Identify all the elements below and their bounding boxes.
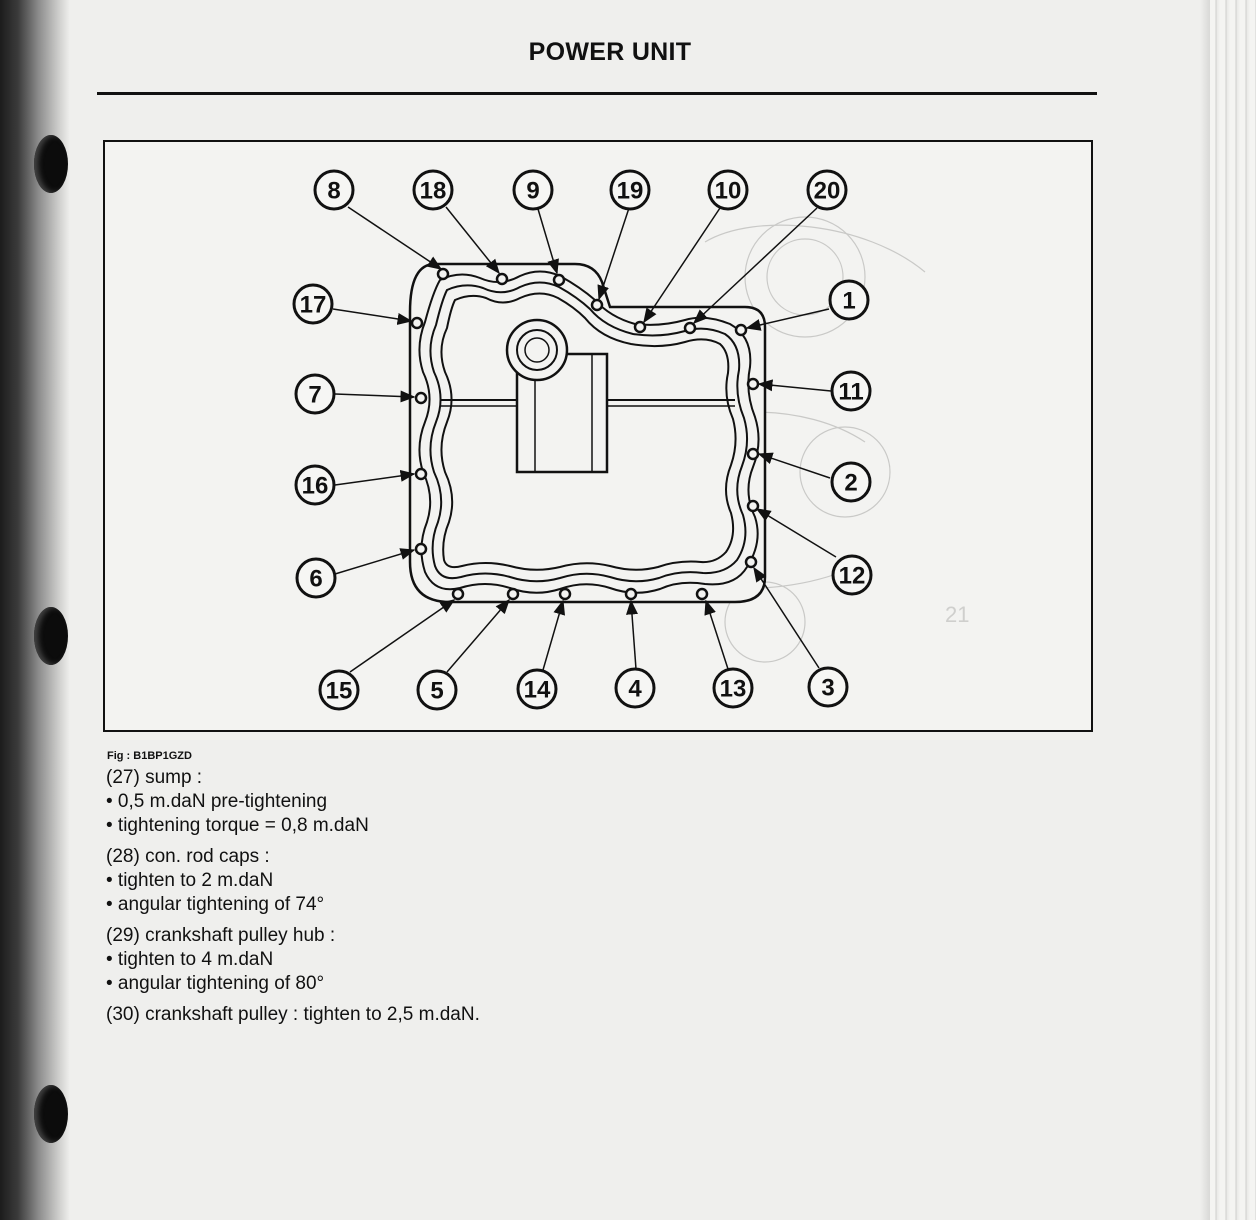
callout-16 xyxy=(296,466,334,504)
binder-hole-middle xyxy=(34,607,68,665)
note-item: • tightening torque = 0,8 m.daN xyxy=(106,815,369,836)
binder-hole-top xyxy=(34,135,68,193)
page-edge-shadow xyxy=(1200,0,1210,1220)
callout-8 xyxy=(315,171,353,209)
callout-15-label: 15 xyxy=(325,677,353,705)
note-crankshaft-pulley-hub xyxy=(106,924,480,996)
callout-2-label: 2 xyxy=(844,469,858,497)
note-sump xyxy=(106,766,480,838)
callout-6-label: 6 xyxy=(309,565,323,593)
callout-13 xyxy=(714,669,752,707)
note-heading: (28) con. rod caps : xyxy=(106,846,270,867)
callout-10-label: 10 xyxy=(714,177,742,205)
callout-4-label: 4 xyxy=(628,675,642,703)
page-edges xyxy=(1210,0,1256,1220)
note-heading: (29) crankshaft pulley hub : xyxy=(106,925,336,946)
callout-17-label: 17 xyxy=(299,291,327,319)
callout-7 xyxy=(296,375,334,413)
torque-notes xyxy=(106,766,480,1034)
callout-3 xyxy=(809,668,847,706)
callout-1-label: 1 xyxy=(842,287,856,315)
callout-4 xyxy=(616,669,654,707)
callout-11 xyxy=(832,372,870,410)
svg-text:21: 21 xyxy=(945,602,970,627)
callout-1 xyxy=(830,281,868,319)
note-heading: (27) sump : xyxy=(106,767,203,788)
sump-tightening-diagram xyxy=(103,140,1093,732)
callout-12 xyxy=(833,556,871,594)
header-divider xyxy=(97,92,1097,95)
callout-16-label: 16 xyxy=(301,472,329,500)
note-heading: (30) crankshaft pulley : tighten to 2,5 m.daN. xyxy=(106,1004,480,1025)
note-item: • tighten to 4 m.daN xyxy=(106,949,274,970)
callout-18 xyxy=(414,171,452,209)
callout-13-label: 13 xyxy=(719,675,747,703)
callout-20 xyxy=(808,171,846,209)
callout-19 xyxy=(611,171,649,209)
callout-3-label: 3 xyxy=(821,674,835,702)
callout-18-label: 18 xyxy=(419,177,447,205)
callout-11-label: 11 xyxy=(838,378,864,406)
callout-9 xyxy=(514,171,552,209)
callout-8-label: 8 xyxy=(327,177,341,205)
note-item: • angular tightening of 74° xyxy=(106,894,325,915)
callout-17 xyxy=(294,285,332,323)
note-crankshaft-pulley xyxy=(106,1003,480,1027)
note-con-rod-caps xyxy=(106,845,480,917)
binder-hole-bottom xyxy=(34,1085,68,1143)
callout-9-label: 9 xyxy=(526,177,540,205)
callout-6 xyxy=(297,559,335,597)
callout-10 xyxy=(709,171,747,209)
callout-5-label: 5 xyxy=(430,677,444,705)
callout-14 xyxy=(518,670,556,708)
page-title xyxy=(0,38,1220,67)
callout-15 xyxy=(320,671,358,709)
figure-reference: Fig : B1BP1GZD xyxy=(107,750,192,762)
note-item: • angular tightening of 80° xyxy=(106,973,325,994)
callout-2 xyxy=(832,463,870,501)
callout-7-label: 7 xyxy=(308,381,322,409)
callout-14-label: 14 xyxy=(523,676,551,704)
note-item: • 0,5 m.daN pre-tightening xyxy=(106,791,328,812)
sump-diagram-svg xyxy=(105,142,1095,734)
callout-19-label: 19 xyxy=(616,177,644,205)
callout-12-label: 12 xyxy=(838,562,866,590)
page-title-text: POWER UNIT xyxy=(528,38,692,66)
callout-20-label: 20 xyxy=(813,177,841,205)
note-item: • tighten to 2 m.daN xyxy=(106,870,274,891)
callout-5 xyxy=(418,671,456,709)
